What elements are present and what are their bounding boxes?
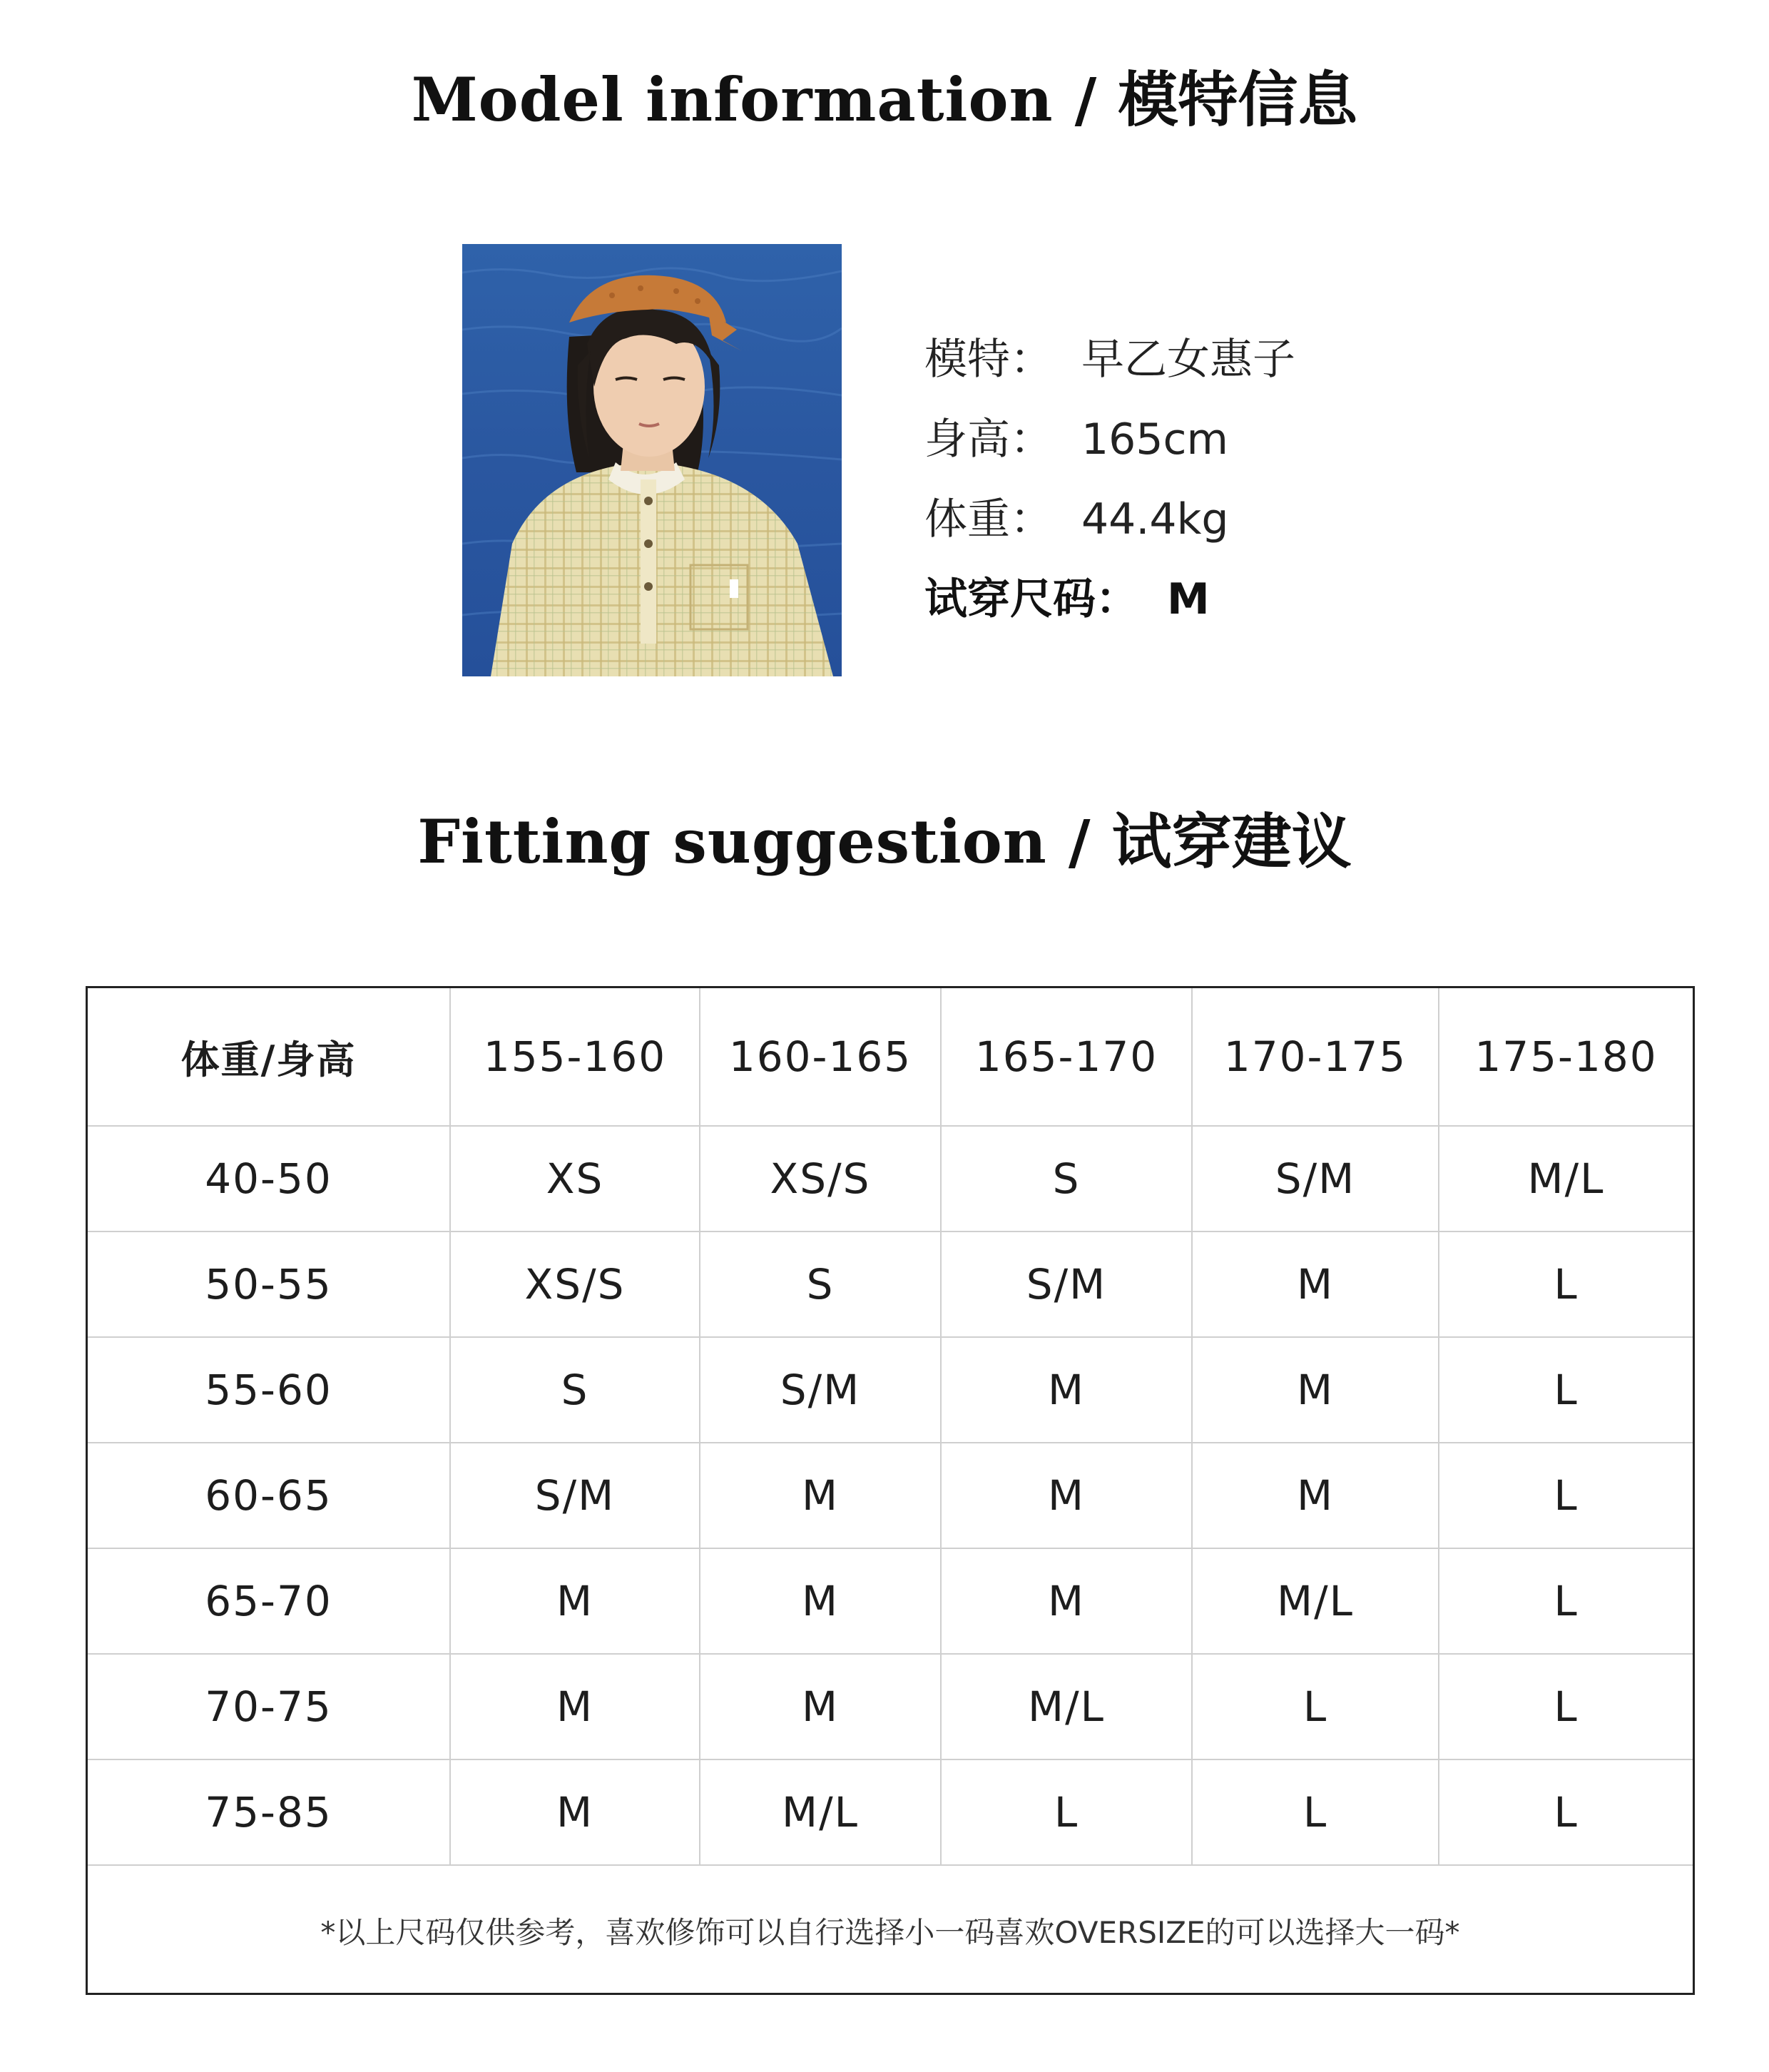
weight-cell: 60-65: [88, 1443, 450, 1548]
size-cell: M: [941, 1443, 1192, 1548]
size-cell: S: [700, 1231, 941, 1337]
size-cell: M: [941, 1337, 1192, 1443]
size-cell: M/L: [1192, 1548, 1439, 1654]
size-cell: L: [1192, 1654, 1439, 1759]
model-info-fit-size: [924, 559, 1566, 639]
size-cell: M: [1192, 1443, 1439, 1548]
table-row: [88, 1126, 1693, 1231]
fit-section-title: [0, 803, 1769, 881]
size-cell: S: [941, 1126, 1192, 1231]
size-cell: M: [1192, 1231, 1439, 1337]
size-cell: S/M: [1192, 1126, 1439, 1231]
table-row: [88, 1759, 1693, 1865]
model-height-value: 165cm: [1081, 415, 1228, 464]
size-cell: L: [1439, 1337, 1693, 1443]
size-cell: S/M: [941, 1231, 1192, 1337]
height-header: 175-180: [1439, 988, 1693, 1126]
model-weight-colon: ：: [1010, 494, 1053, 544]
size-cell: M: [1192, 1337, 1439, 1443]
model-fit-size-colon: ：: [1096, 574, 1138, 624]
size-table-note: *以上尺码仅供参考，喜欢修饰可以自行选择小一码喜欢OVERSIZE的可以选择大一码*: [320, 1915, 1460, 1950]
weight-cell: 40-50: [88, 1126, 450, 1231]
height-header: 160-165: [700, 988, 941, 1126]
model-fit-size-value: M: [1167, 574, 1210, 624]
size-table-frame: [86, 986, 1695, 1995]
size-cell: M/L: [700, 1759, 941, 1865]
size-cell: L: [1439, 1443, 1693, 1548]
size-cell: S/M: [700, 1337, 941, 1443]
table-header-row: [88, 988, 1693, 1126]
size-cell: L: [1439, 1759, 1693, 1865]
size-cell: M: [450, 1654, 700, 1759]
model-info-name: [924, 320, 1566, 400]
model-title-separator: /: [1074, 65, 1097, 135]
size-cell: XS/S: [700, 1126, 941, 1231]
size-cell: M: [450, 1759, 700, 1865]
table-corner-label: 体重/身高: [88, 988, 450, 1126]
size-cell: M: [941, 1548, 1192, 1654]
fit-title-separator: /: [1068, 807, 1091, 877]
table-row: [88, 1654, 1693, 1759]
size-cell: L: [1439, 1654, 1693, 1759]
size-cell: M: [450, 1548, 700, 1654]
size-cell: S: [450, 1337, 700, 1443]
model-info-weight: [924, 479, 1566, 559]
weight-cell: 50-55: [88, 1231, 450, 1337]
model-height-label: 身高: [924, 415, 1010, 464]
height-header: 155-160: [450, 988, 700, 1126]
model-name-value: 早乙女惠子: [1081, 335, 1295, 385]
model-height-colon: ：: [1010, 415, 1053, 464]
weight-cell: 70-75: [88, 1654, 450, 1759]
model-fit-size-label: 试穿尺码: [924, 574, 1096, 624]
weight-cell: 75-85: [88, 1759, 450, 1865]
weight-cell: 65-70: [88, 1548, 450, 1654]
fit-title-zh: 试穿建议: [1111, 807, 1352, 877]
model-photo: [462, 244, 842, 676]
size-cell: L: [1439, 1231, 1693, 1337]
weight-cell: 55-60: [88, 1337, 450, 1443]
model-name-colon: ：: [1010, 335, 1053, 385]
model-section-title: [0, 61, 1769, 139]
model-title-zh: 模特信息: [1118, 65, 1358, 135]
size-table: [88, 988, 1693, 1866]
model-title-en: Model information: [411, 64, 1054, 135]
size-cell: XS: [450, 1126, 700, 1231]
size-cell: M/L: [1439, 1126, 1693, 1231]
size-cell: M: [700, 1443, 941, 1548]
height-header: 165-170: [941, 988, 1192, 1126]
size-cell: S/M: [450, 1443, 700, 1548]
table-row: [88, 1443, 1693, 1548]
size-cell: L: [1192, 1759, 1439, 1865]
fit-title-en: Fitting suggestion: [417, 806, 1047, 877]
size-cell: L: [941, 1759, 1192, 1865]
table-row: [88, 1231, 1693, 1337]
size-cell: M: [700, 1548, 941, 1654]
model-info-list: [924, 320, 1566, 639]
size-cell: XS/S: [450, 1231, 700, 1337]
size-cell: M/L: [941, 1654, 1192, 1759]
model-weight-value: 44.4kg: [1081, 494, 1229, 544]
table-row: [88, 1337, 1693, 1443]
model-name-label: 模特: [924, 335, 1010, 385]
size-cell: M: [700, 1654, 941, 1759]
model-weight-label: 体重: [924, 494, 1010, 544]
size-cell: L: [1439, 1548, 1693, 1654]
height-header: 170-175: [1192, 988, 1439, 1126]
table-row: [88, 1548, 1693, 1654]
model-info-height: [924, 400, 1566, 479]
